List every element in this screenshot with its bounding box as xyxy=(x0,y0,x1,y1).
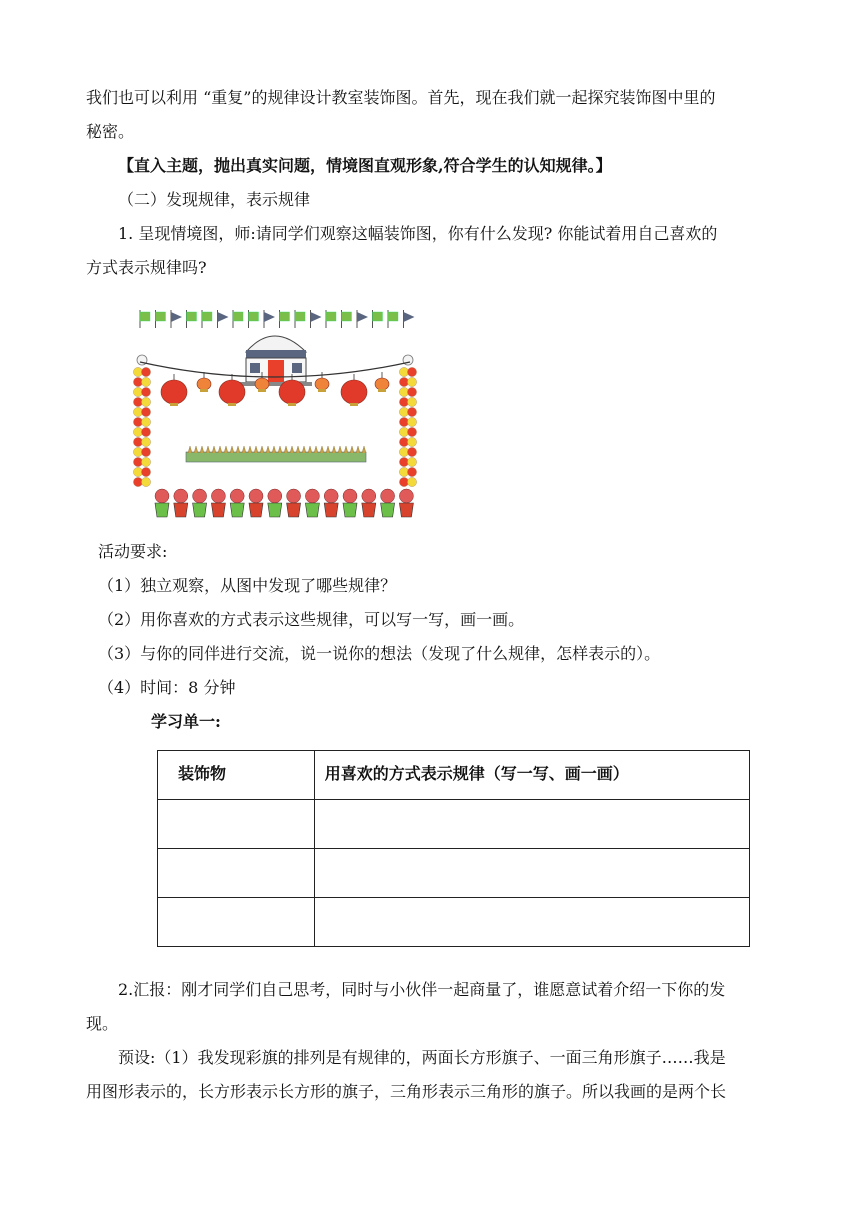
table-header-row xyxy=(158,751,750,800)
grass-icon xyxy=(314,446,318,453)
grass-icon xyxy=(356,446,360,453)
grass-icon xyxy=(344,446,348,453)
yurt-icon xyxy=(240,336,312,386)
balloon-icon xyxy=(407,427,416,436)
grass-icon xyxy=(332,446,336,453)
flower-pot-icon xyxy=(362,503,376,517)
grass-icon xyxy=(188,446,192,453)
grass-icon xyxy=(338,446,342,453)
flower-icon xyxy=(305,489,319,503)
table-cell[interactable] xyxy=(314,800,749,849)
table-row xyxy=(158,849,750,898)
paragraph-line: 秘密。 xyxy=(86,122,135,141)
table-cell[interactable] xyxy=(314,849,749,898)
flower-pot-icon xyxy=(230,503,244,517)
balloon-icon xyxy=(407,397,416,406)
flower-icon xyxy=(362,489,376,503)
grass-icon xyxy=(212,446,216,453)
paragraph-line: 用图形表示的，长方形表示长方形的旗子，三角形表示三角形的旗子。所以我画的是两个长 xyxy=(86,1082,727,1101)
flower-pot-icon xyxy=(268,503,282,517)
flower-icon xyxy=(174,489,188,503)
grass-icon xyxy=(272,446,276,453)
flower-pot-icon xyxy=(193,503,207,517)
balloon-icon xyxy=(407,377,416,386)
balloon-icon xyxy=(407,437,416,446)
rectangle-flag-icon xyxy=(140,312,150,321)
balloon-icon xyxy=(141,447,150,456)
table-row xyxy=(158,800,750,849)
teaching-note: 【直入主题，抛出真实问题，情境图直观形象,符合学生的认知规律。】 xyxy=(118,156,612,175)
table-cell[interactable] xyxy=(158,898,315,947)
lantern-icon xyxy=(375,378,389,390)
triangle-flag-icon xyxy=(171,312,182,322)
balloon-icon xyxy=(407,387,416,396)
balloon-icon xyxy=(141,387,150,396)
paragraph-line: 现。 xyxy=(86,1014,119,1033)
rectangle-flag-icon xyxy=(202,312,212,321)
activity-item: （3）与你的同伴进行交流，说一说你的想法（发现了什么规律，怎样表示的）。 xyxy=(98,644,661,663)
flower-pot-icon xyxy=(343,503,357,517)
activity-heading: 活动要求: xyxy=(98,542,168,561)
grass-icon xyxy=(308,446,312,453)
grass-icon xyxy=(230,446,234,453)
balloon-icon xyxy=(407,457,416,466)
grass-icon xyxy=(296,446,300,453)
paragraph-line: 1. 呈现情境图，师:请同学们观察这幅装饰图，你有什么发现? 你能试着用自己喜欢的 xyxy=(118,224,718,243)
lantern-icon xyxy=(255,378,269,390)
flower-icon xyxy=(193,489,207,503)
triangle-flag-icon xyxy=(218,312,229,322)
balloon-icon xyxy=(407,477,416,486)
grass-icon xyxy=(326,446,330,453)
table-cell[interactable] xyxy=(158,800,315,849)
flower-icon xyxy=(211,489,225,503)
rectangle-flag-icon xyxy=(326,312,336,321)
lantern-icon xyxy=(197,378,211,390)
flower-pot-icon xyxy=(399,503,413,517)
balloon-icon xyxy=(407,467,416,476)
rectangle-flag-icon xyxy=(295,312,305,321)
triangle-flag-icon xyxy=(264,312,275,322)
flower-pot-icon xyxy=(155,503,169,517)
grass-icon xyxy=(206,446,210,453)
activity-item: （1）独立观察，从图中发现了哪些规律？ xyxy=(98,576,397,595)
table-row xyxy=(158,898,750,947)
rectangle-flag-icon xyxy=(233,312,243,321)
balloon-icon xyxy=(141,367,150,376)
grass-icon xyxy=(362,446,366,453)
flower-pot-icon xyxy=(305,503,319,517)
grass-icon xyxy=(248,446,252,453)
right-balloon-pillar xyxy=(399,355,416,487)
grass-icon xyxy=(194,446,198,453)
lantern-cap xyxy=(170,403,178,406)
activity-item: （4）时间：8 分钟 xyxy=(98,678,236,697)
lantern-icon xyxy=(341,380,367,404)
lantern-cap xyxy=(258,389,266,392)
flower-pots xyxy=(155,489,413,517)
table-header-cell: 用喜欢的方式表示规律（写一写、画一画） xyxy=(314,751,749,800)
balloon-icon xyxy=(407,367,416,376)
lantern-cap xyxy=(350,403,358,406)
balloon-icon xyxy=(141,427,150,436)
table-cell[interactable] xyxy=(158,849,315,898)
flower-pot-icon xyxy=(174,503,188,517)
rectangle-flag-icon xyxy=(388,312,398,321)
section-heading: （二）发现规律，表示规律 xyxy=(118,190,311,209)
rectangle-flag-icon xyxy=(280,312,290,321)
flower-icon xyxy=(399,489,413,503)
flower-icon xyxy=(249,489,263,503)
lantern-icon xyxy=(279,380,305,404)
paragraph-line: 预设:（1）我发现彩旗的排列是有规律的，两面长方形旗子、一面三角形旗子……我是 xyxy=(118,1048,726,1067)
flower-icon xyxy=(343,489,357,503)
grass-icon xyxy=(218,446,222,453)
garden-strip xyxy=(186,446,366,462)
grass-icon xyxy=(224,446,228,453)
grass-icon xyxy=(254,446,258,453)
balloon-icon xyxy=(407,407,416,416)
balloon-icon xyxy=(141,477,150,486)
grass-icon xyxy=(320,446,324,453)
worksheet-title: 学习单一: xyxy=(151,712,221,731)
flower-icon xyxy=(287,489,301,503)
balloon-icon xyxy=(141,467,150,476)
grass-icon xyxy=(260,446,264,453)
flower-pot-icon xyxy=(381,503,395,517)
left-balloon-pillar xyxy=(133,355,150,487)
balloon-icon xyxy=(141,377,150,386)
grass-icon xyxy=(290,446,294,453)
grass-icon xyxy=(284,446,288,453)
lantern-icon xyxy=(315,378,329,390)
flower-pot-icon xyxy=(249,503,263,517)
balloon-icon xyxy=(141,437,150,446)
grass-icon xyxy=(278,446,282,453)
rectangle-flag-icon xyxy=(342,312,352,321)
balloon-icon xyxy=(141,407,150,416)
activity-item: （2）用你喜欢的方式表示这些规律，可以写一写，画一画。 xyxy=(98,610,525,629)
grass-icon xyxy=(200,446,204,453)
grass-icon xyxy=(236,446,240,453)
lantern-icon xyxy=(219,380,245,404)
lantern-cap xyxy=(288,403,296,406)
triangle-flag-icon xyxy=(311,312,322,322)
grass-icon xyxy=(242,446,246,453)
rectangle-flag-icon xyxy=(373,312,383,321)
lantern-cap xyxy=(378,389,386,392)
table-cell[interactable] xyxy=(314,898,749,947)
lantern-icon xyxy=(161,380,187,404)
rectangle-flag-icon xyxy=(156,312,166,321)
balloon-icon xyxy=(141,457,150,466)
paragraph-line: 方式表示规律吗? xyxy=(86,258,207,277)
lantern-cap xyxy=(200,389,208,392)
table-header-cell: 装饰物 xyxy=(158,751,315,800)
rectangle-flag-icon xyxy=(249,312,259,321)
flower-icon xyxy=(230,489,244,503)
flower-pot-icon xyxy=(287,503,301,517)
grass-icon xyxy=(350,446,354,453)
triangle-flag-icon xyxy=(404,312,415,322)
flower-icon xyxy=(155,489,169,503)
balloon-icon xyxy=(141,397,150,406)
flower-pot-icon xyxy=(324,503,338,517)
paragraph-line: 我们也可以利用 “重复”的规律设计教室装饰图。首先，现在我们就一起探究装饰图中里的 xyxy=(86,88,716,107)
flower-icon xyxy=(381,489,395,503)
grass-icon xyxy=(302,446,306,453)
flag-string xyxy=(140,310,415,328)
balloon-icon xyxy=(407,417,416,426)
flower-pot-icon xyxy=(211,503,225,517)
paragraph-line: 2.汇报：刚才同学们自己思考，同时与小伙伴一起商量了，谁愿意试着介绍一下你的发 xyxy=(118,980,726,999)
grass-icon xyxy=(266,446,270,453)
flower-icon xyxy=(324,489,338,503)
decoration-illustration xyxy=(128,296,420,526)
rectangle-flag-icon xyxy=(187,312,197,321)
balloon-icon xyxy=(141,417,150,426)
triangle-flag-icon xyxy=(357,312,368,322)
lantern-cap xyxy=(228,403,236,406)
lantern-cap xyxy=(318,389,326,392)
balloon-icon xyxy=(407,447,416,456)
flower-icon xyxy=(268,489,282,503)
worksheet-table xyxy=(157,750,750,947)
